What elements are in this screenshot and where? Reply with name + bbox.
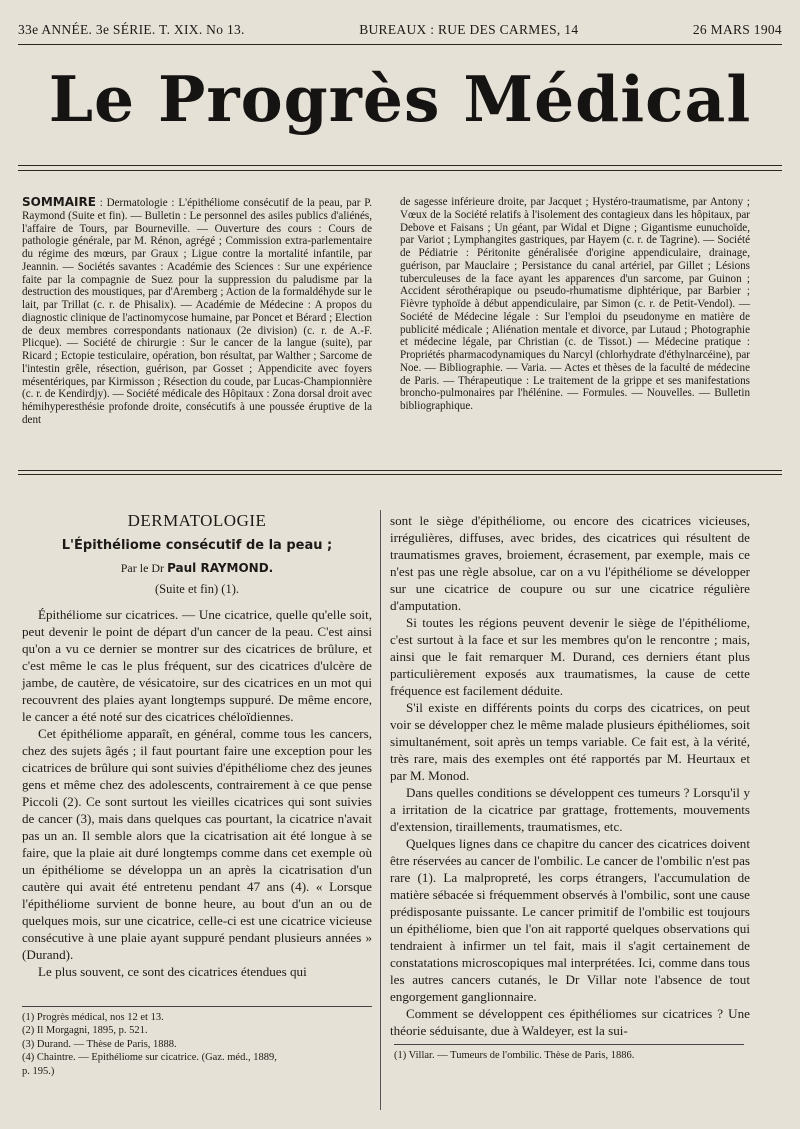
paragraph: Cet épithéliome apparaît, en général, comme tous les cancers, chez des sujets âgés ; il faut pourtant faire une exception pour les cicatrices de brûlure qui sont suivies d'épithéliome chez des jeunes gens et même chez des adolescents, contrairement à ce que pense Piccoli (2). Ce sont surtout les vieilles cicatrices qui sont suivies de cancer (3), mais dans quelques cas pourtant, la cicatrice n'avait pas un an. Il semble alors que la cicatrisation ait été longue à se faire, que la plaie ait duré longtemps comme dans cet exemple où un épithéliome se développa un an après la cicatrisation d'un cautère qui avait été entretenu pendant 47 ans (4). « Lorsque l'épithéliome survient de bonne heure, au bout d'un an ou de quelques mois, sur une cicatrice, celle-ci est une cicatrice vicieuse consécutive à une plaie ayant suppuré pendant plusieurs années » (Durand). [22, 726, 372, 962]
section-title: DERMATOLOGIE [127, 511, 267, 530]
paragraph: S'il existe en différents points du corps des cicatrices, on peut voir se développer chez le même malade plusieurs épithéliomes, soit simultanément, soit après un temps variable. Ce fait est, à la vérité, très rare, mais des exemples ont été rapportés par M. Heurtaux et par M. Monod. [390, 700, 750, 783]
paragraph: Épithéliome sur cicatrices. — Une cicatrice, quelle qu'elle soit, peut devenir le point de départ d'un cancer de la peau. C'est ainsi qu'on a vu ce dernier se montrer sur des cicatrices de brûlure, et c'est même le cas le plus fréquent, sur des cicatrices d'ulcère de jambe, de cautère, de vésicatoire, sur des cicatrices en un mot qui recouvrent des plaies ayant longtemps suppuré. De même encore, le cancer a été noté sur des cicatrices chéloïdiennes. [22, 607, 372, 724]
issue-date: 26 MARS 1904 [692, 22, 782, 37]
paragraph: Dans quelles conditions se développent ces tumeurs ? Lorsqu'il y a irritation de la cicatrice par grattage, frottements, mouvements d'extension, tiraillements, traumatismes, etc. [390, 785, 750, 834]
summary-rule-top [18, 470, 782, 471]
paragraph: Quelques lignes dans ce chapitre du cancer des cicatrices doivent être réservées au cancer de l'ombilic. Le cancer de l'ombilic n'est pas rare (1). La malpropreté, les corps étrangers, l'accumulation de matière sébacée si fréquemment observés à l'ombilic, sont une cause prédisposante puissante. Le cancer primitif de l'ombilic est toujours un épithéliome, bien que l'on ait rapporté quelques observations qui tendraient à infirmer un tel fait, mais il s'agit certainement de constatations microscopiques mal interprétées. Ici, comme dans tous les autres cancers cutanés, le Dr Villar note l'absence de tout engorgement ganglionnaire. [390, 836, 750, 1004]
paragraph: sont le siège d'épithéliome, ou encore des cicatrices vicieuses, irrégulières, diffuses, avec brides, des cicatrices qui résultent de traumatismes graves, broiement, écrasement, par exemple, mais ce n'est pas une règle absolue, car on a vu l'épithéliome se développer sur une cicatrice de coupure ou sur une cicatrice régulière d'amputation. [390, 513, 750, 613]
summary-left-column [22, 196, 372, 427]
summary-right-text: de sagesse inférieure droite, par Jacquet ; Hystéro-traumatisme, par Antony ; Vœux de la Société relatifs à l'isolement des contagieux dans les hôpitaux, par Debove et Faisans ; Un géant, par Widal et Digne ; Gigantisme eunuchoïde, par Variot ; Lymphangites gastriques, par Hayem (c. r. de Tagrine). — Société de Pédiatrie : Péritonite généralisée d'origine appendiculaire, drainage, guérison, par Mauclaire ; Persistance du canal artériel, par Gillet ; Lésions tuberculeuses de la face ayant les apparences d'un sarcome, par Guinon ; Accident sérothérapique ou pseudo-rhumatisme diphtérique, par Barbier ; Fièvre typhoïde à début appendiculaire, par Simon (c. r. de Petit-Vendol). — Société de Médecine légale : Sur l'emploi du pseudonyme en matière de publicité médicale ; Aliénation mentale et divorce, par Lutaud ; Photographie et médecine légale, par Christian (c. de Tissot.) — Médecine pratique : Propriétés pharmacodynamiques du Narcyl (chlorhydrate d'éthylnarcéine), par Noe. — Bibliographie. — Varia. — Actes et thèses de la faculté de médecine de Paris. — Thérapeutique : Le traitement de la grippe et ses manifestations broncho-pulmonaires par l'hélénine. — Formules. — Nouvelles. — Bulletin bibliographique. [400, 196, 750, 412]
article-right-column [390, 512, 750, 1039]
summary-left-text: : Dermatologie : L'épithéliome consécutif de la peau, par P. Raymond (Suite et fin). — Bulletin : Le personnel des asiles publics d'aliénés, l'affaire de Tours, par Bourneville. — Ouverture des cours : Cours de pathologie générale, par M. Rénon, agrégé ; Commission extra-parlementaire du régime des mœurs, par Graux ; Ligue contre la mortalité infantile, par Jeannin. — Sociétés savantes : Académie des Sciences : Sur une expérience faite par la compagnie de Suez pour la suppression du paludisme par la destruction des moustiques, par d'Aremberg ; Action de la formaldéhyde sur le lait, par Trillat (c. r. de Phisalix). — Académie de Médecine : A propos du diagnostic clinique de l'actinomycose humaine, par Poncet et Bérard ; Election de deux membres correspondants nationaux (2e division) (c. r. de A.-F. Plicque). — Société de chirurgie : Sur le cancer de la langue (suite), par Ricard ; Ectopie testiculaire, opération, bon résultat, par Walther ; Sarcome de l'intestin grêle, résection, guérison, par Gosset ; Appendicite avec foyers mésentériques, par Kirmisson ; Résection du coude, par Lucas-Championnière (c. r. de Kendirdjy). — Société médicale des Hôpitaux : Zona dorsal droit avec hémihyperesthésie profonde droite, consécutifs à une poussée éruptive de la dent [22, 197, 372, 426]
issue-number: 33e ANNÉE. 3e SÉRIE. T. XIX. No 13. [18, 22, 245, 37]
summary-heading: SOMMAIRE [22, 195, 96, 209]
bureaux-address: BUREAUX : RUE DES CARMES, 14 [359, 22, 579, 37]
footnote: (1) Progrès médical, nos 12 et 13. [22, 1012, 164, 1023]
paragraph: Comment se développent ces épithéliomes sur cicatrices ? Une théorie séduisante, due à Waldeyer, est la sui- [390, 1006, 750, 1038]
author-name: Paul RAYMOND. [167, 561, 274, 575]
footnotes-right [394, 1044, 744, 1062]
suite-note: (Suite et fin) (1). [154, 582, 239, 596]
footnote: (1) Villar. — Tumeurs de l'ombilic. Thèse de Paris, 1886. [394, 1050, 635, 1061]
article-title: L'Épithéliome consécutif de la peau ; [61, 538, 333, 553]
masthead-rule-top [18, 165, 782, 166]
summary-right-column [400, 196, 750, 413]
footnote: (3) Durand. — Thèse de Paris, 1888. [22, 1038, 177, 1050]
masthead-rule-bottom [18, 170, 782, 171]
article-left-column [22, 512, 372, 980]
byline [22, 560, 372, 577]
footnote: p. 195.) [22, 1065, 55, 1077]
footnote: (2) Il Morgagni, 1895, p. 521. [22, 1025, 148, 1037]
paragraph: Le plus souvent, ce sont des cicatrices étendues qui [38, 964, 307, 979]
paragraph: Si toutes les régions peuvent devenir le siège de l'épithéliome, c'est surtout à la face et sur les membres qu'on le rencontre ; mais, ainsi que le fait remarquer M. Durand, ces derniers étant plus particulièrement exposés aux traumatismes, la cause de cette fréquence est facilement déduite. [390, 615, 750, 698]
header-rule [18, 44, 782, 45]
footnote: (4) Chaintre. — Epithéliome sur cicatrice. (Gaz. méd., 1889, [22, 1052, 277, 1064]
footnotes-left [22, 1006, 372, 1078]
issue-header [18, 22, 782, 38]
byline-prefix: Par le Dr [120, 561, 168, 575]
masthead-title: Le Progrès Médical [48, 62, 752, 136]
summary-rule-bottom [18, 474, 782, 475]
column-divider [380, 510, 381, 1110]
